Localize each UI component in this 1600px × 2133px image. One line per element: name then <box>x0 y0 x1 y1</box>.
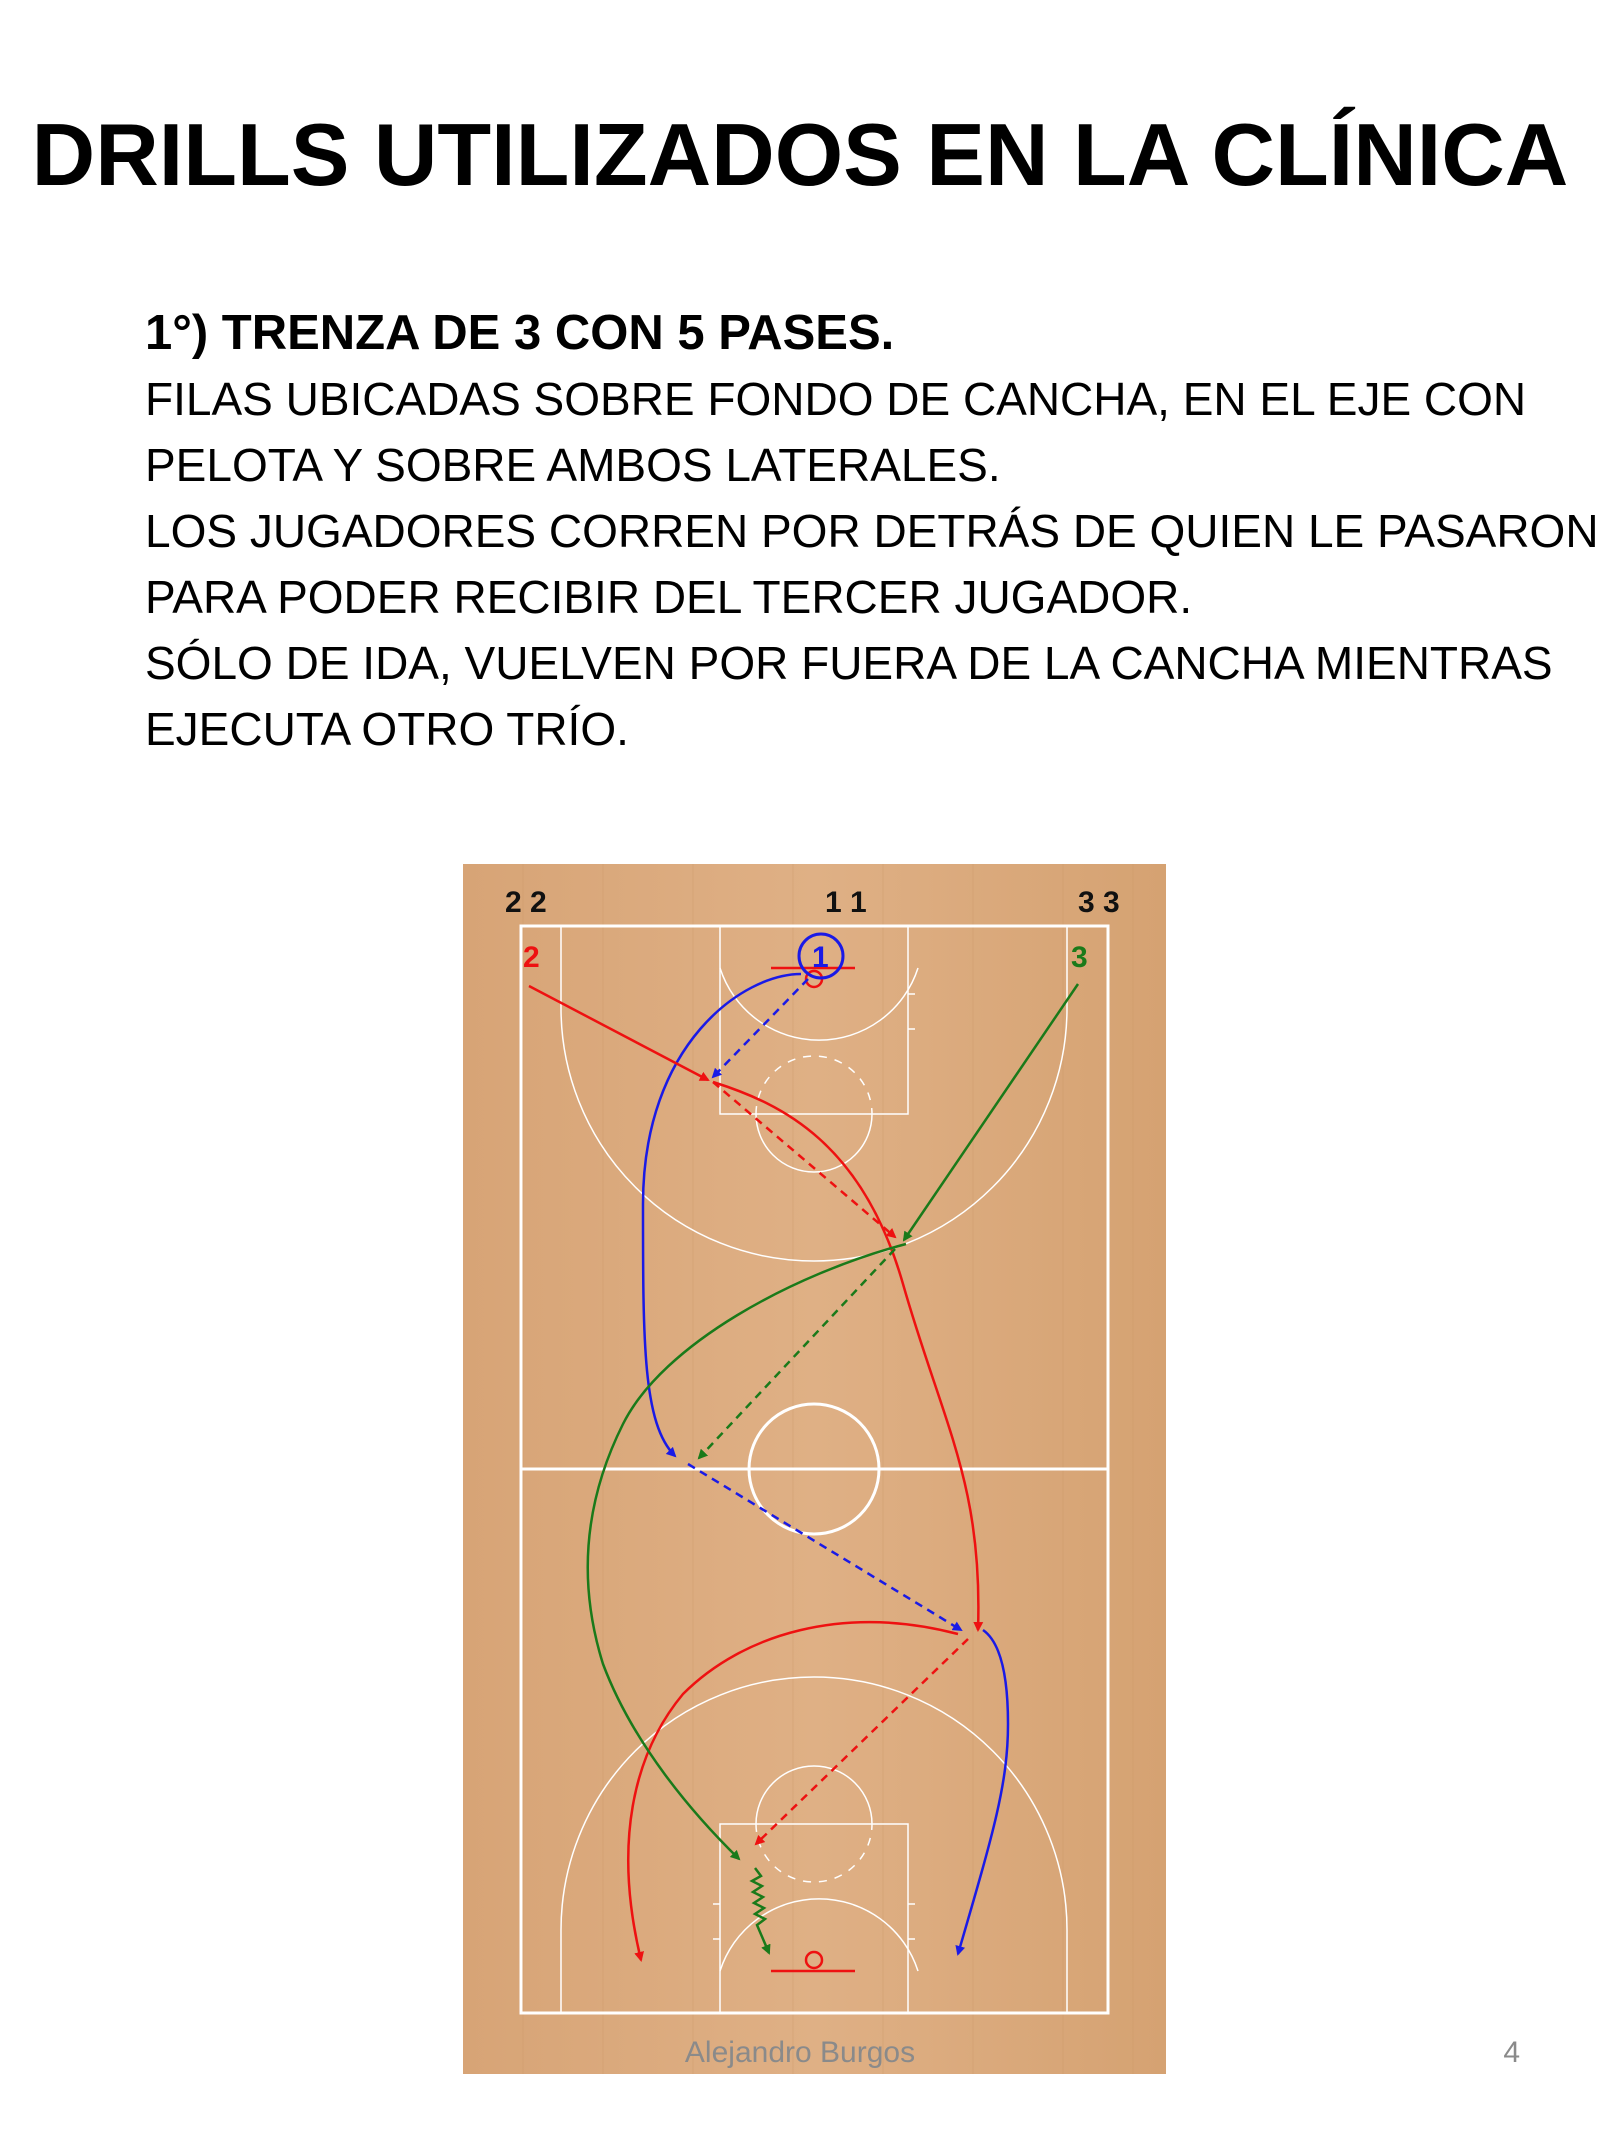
line-label-left: 2 2 <box>505 886 547 919</box>
slide-title: DRILLS UTILIZADOS EN LA CLÍNICA <box>31 105 1569 204</box>
court-diagram <box>463 864 1166 2074</box>
court-svg <box>463 864 1166 2074</box>
drill-line: FILAS UBICADAS SOBRE FONDO DE CANCHA, EN EL EJE CON <box>145 373 1527 425</box>
page-number: 4 <box>1503 2036 1520 2069</box>
drill-line: PELOTA Y SOBRE AMBOS LATERALES. <box>145 439 1001 491</box>
drill-heading: 1°) TRENZA DE 3 CON 5 PASES. <box>145 306 895 360</box>
player-1-marker: 1 <box>812 941 829 974</box>
line-label-right: 3 3 <box>1078 886 1120 919</box>
drill-line: PARA PODER RECIBIR DEL TERCER JUGADOR. <box>145 571 1193 623</box>
drill-line: SÓLO DE IDA, VUELVEN POR FUERA DE LA CANCHA MIENTRAS <box>145 637 1553 689</box>
drill-line: EJECUTA OTRO TRÍO. <box>145 703 629 755</box>
player-2-marker: 2 <box>523 941 540 974</box>
line-label-center: 1 1 <box>825 886 867 919</box>
drill-line: LOS JUGADORES CORREN POR DETRÁS DE QUIEN LE PASARON <box>145 505 1599 557</box>
drill-description <box>145 300 1599 762</box>
footer-author: Alejandro Burgos <box>684 2036 916 2069</box>
player-3-marker: 3 <box>1071 941 1088 974</box>
